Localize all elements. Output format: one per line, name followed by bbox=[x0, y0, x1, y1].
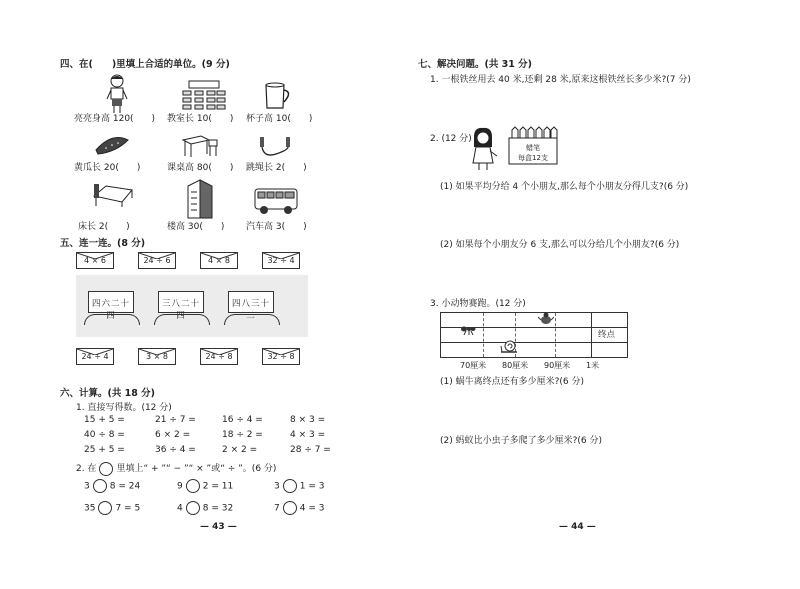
operator-blank[interactable] bbox=[186, 501, 200, 515]
bottom-card-1[interactable] bbox=[76, 348, 114, 365]
unit-item-desk: 课桌高 80( ) bbox=[167, 163, 234, 173]
calc-r2-c4: 4 × 3 = bbox=[290, 430, 326, 440]
calc-r2-c2: 6 × 2 = bbox=[155, 430, 191, 440]
unit-item-classroom: 教室长 10( ) bbox=[167, 114, 234, 124]
bus-icon bbox=[253, 187, 299, 217]
top-card-4[interactable] bbox=[262, 252, 300, 269]
page-number-right: — 44 — bbox=[559, 522, 596, 532]
mailbox-3-label: 四八三十二 bbox=[231, 299, 270, 321]
calc-r2-c1: 40 ÷ 8 = bbox=[84, 430, 125, 440]
distance-1m: 1米 bbox=[586, 361, 600, 370]
operand-right: 1 = 3 bbox=[299, 481, 325, 492]
operator-blank[interactable] bbox=[93, 479, 107, 493]
girl-icon bbox=[468, 127, 498, 171]
crayon-box-label-1: 蜡笔 bbox=[526, 144, 540, 152]
mailbox-2[interactable] bbox=[158, 291, 204, 321]
bottom-card-3-label: 24 ÷ 8 bbox=[205, 352, 233, 361]
operator-blank[interactable] bbox=[283, 501, 297, 515]
top-card-2-label: 24 ÷ 6 bbox=[143, 256, 171, 265]
operand-left: 4 bbox=[177, 503, 183, 514]
calc-q2-title bbox=[76, 461, 276, 476]
bed-icon bbox=[92, 180, 134, 208]
section-6-title: 六、计算。(共 18 分) bbox=[60, 388, 156, 399]
cup-icon bbox=[263, 82, 295, 110]
operator-blank[interactable] bbox=[98, 501, 112, 515]
bottom-card-3[interactable] bbox=[200, 348, 238, 365]
boy-icon bbox=[104, 74, 130, 114]
operator-eq-1 bbox=[84, 479, 140, 493]
calc-q1-title: 1. 直接写得数。(12 分) bbox=[76, 403, 172, 413]
calc-r3-c2: 36 ÷ 4 = bbox=[155, 445, 196, 455]
calc-q2-title-b: 里填上“ + ”“ − ”“ × ”或“ ÷ ”。(6 分) bbox=[116, 464, 277, 474]
bug-icon bbox=[538, 311, 554, 327]
calc-r1-c3: 16 ÷ 4 = bbox=[222, 415, 263, 425]
calc-r3-c1: 25 + 5 = bbox=[84, 445, 125, 455]
problem-3-sub-2: (2) 蚂蚁比小虫子多爬了多少厘米?(6 分) bbox=[440, 436, 602, 446]
operand-left: 35 bbox=[84, 503, 96, 514]
calc-r1-c1: 15 + 5 = bbox=[84, 415, 125, 425]
operand-left: 3 bbox=[84, 481, 90, 492]
bottom-card-4[interactable] bbox=[262, 348, 300, 365]
top-card-2[interactable] bbox=[138, 252, 176, 269]
operator-eq-6 bbox=[274, 501, 324, 515]
mailbox-1-label: 四六二十四 bbox=[91, 299, 130, 321]
problem-2-sub-2: (2) 如果每个小朋友分 6 支,那么可以分给几个小朋友?(6 分) bbox=[440, 240, 680, 250]
top-card-4-label: 32 ÷ 4 bbox=[267, 256, 295, 265]
calc-q2-title-a: 2. 在 bbox=[76, 464, 97, 474]
calc-r1-c4: 8 × 3 = bbox=[290, 415, 326, 425]
jump-rope-icon bbox=[258, 134, 296, 158]
unit-item-cup: 杯子高 10( ) bbox=[246, 114, 313, 124]
problem-2-title: 2. (12 分) bbox=[430, 134, 472, 144]
bottom-card-2-label: 3 × 8 bbox=[146, 352, 168, 361]
section-4-title: 四、在( )里填上合适的单位。(9 分) bbox=[60, 59, 230, 70]
operand-right: 4 = 3 bbox=[299, 503, 325, 514]
building-icon bbox=[184, 178, 216, 220]
distance-70: 70厘米 bbox=[460, 361, 487, 370]
bottom-card-4-label: 32 ÷ 8 bbox=[267, 352, 295, 361]
operand-right: 2 = 11 bbox=[202, 481, 234, 492]
operand-left: 7 bbox=[274, 503, 280, 514]
ant-icon bbox=[460, 323, 476, 335]
unit-item-bed: 床长 2( ) bbox=[78, 222, 130, 232]
top-card-3[interactable] bbox=[200, 252, 238, 269]
mailbox-2-label: 三八二十四 bbox=[161, 299, 200, 321]
operand-right: 8 = 24 bbox=[109, 481, 141, 492]
calc-r3-c3: 2 × 2 = bbox=[222, 445, 258, 455]
mailbox-1[interactable] bbox=[88, 291, 134, 321]
top-card-1-label: 4 × 6 bbox=[84, 256, 106, 265]
operator-eq-2 bbox=[177, 479, 233, 493]
problem-2-sub-1: (1) 如果平均分给 4 个小朋友,那么每个小朋友分得几支?(6 分) bbox=[440, 182, 689, 192]
unit-item-building: 楼高 30( ) bbox=[167, 222, 225, 232]
operator-eq-4 bbox=[84, 501, 140, 515]
page-number-left: — 43 — bbox=[200, 522, 237, 532]
mailbox-3[interactable] bbox=[228, 291, 274, 321]
calc-r2-c3: 18 ÷ 2 = bbox=[222, 430, 263, 440]
calc-r1-c2: 21 ÷ 7 = bbox=[155, 415, 196, 425]
distance-90: 90厘米 bbox=[544, 361, 571, 370]
crayon-box-label-2: 每盒12支 bbox=[518, 154, 548, 162]
finish-label: 终点 bbox=[598, 330, 616, 340]
section-5-title: 五、连一连。(8 分) bbox=[60, 238, 146, 249]
operator-blank[interactable] bbox=[186, 479, 200, 493]
operator-blank[interactable] bbox=[283, 479, 297, 493]
calc-r3-c4: 28 ÷ 7 = bbox=[290, 445, 331, 455]
problem-3-sub-1: (1) 蜗牛离终点还有多少厘米?(6 分) bbox=[440, 377, 584, 387]
bottom-card-1-label: 24 ÷ 4 bbox=[81, 352, 109, 361]
operand-right: 7 = 5 bbox=[115, 503, 141, 514]
desk-icon bbox=[181, 130, 221, 158]
classroom-icon bbox=[181, 80, 227, 110]
top-card-1[interactable] bbox=[76, 252, 114, 269]
unit-item-cucumber: 黄瓜长 20( ) bbox=[74, 163, 141, 173]
operand-right: 8 = 32 bbox=[202, 503, 234, 514]
bottom-card-2[interactable] bbox=[138, 348, 176, 365]
unit-item-height: 亮亮身高 120( ) bbox=[74, 114, 156, 124]
operator-eq-5 bbox=[177, 501, 233, 515]
problem-1: 1. 一根铁丝用去 40 米,还剩 28 米,原来这根铁丝长多少米?(7 分) bbox=[430, 75, 691, 85]
cucumber-icon bbox=[94, 136, 130, 156]
unit-item-jump-rope: 跳绳长 2( ) bbox=[246, 163, 307, 173]
operand-left: 3 bbox=[274, 481, 280, 492]
top-card-3-label: 4 × 8 bbox=[208, 256, 230, 265]
section-7-title: 七、解决问题。(共 31 分) bbox=[418, 59, 533, 70]
blank-circle-icon bbox=[99, 462, 113, 476]
distance-80: 80厘米 bbox=[502, 361, 529, 370]
snail-icon bbox=[500, 340, 518, 354]
operator-eq-3 bbox=[274, 479, 324, 493]
problem-3-title: 3. 小动物赛跑。(12 分) bbox=[430, 299, 526, 309]
unit-item-bus: 汽车高 3( ) bbox=[246, 222, 307, 232]
operand-left: 9 bbox=[177, 481, 183, 492]
